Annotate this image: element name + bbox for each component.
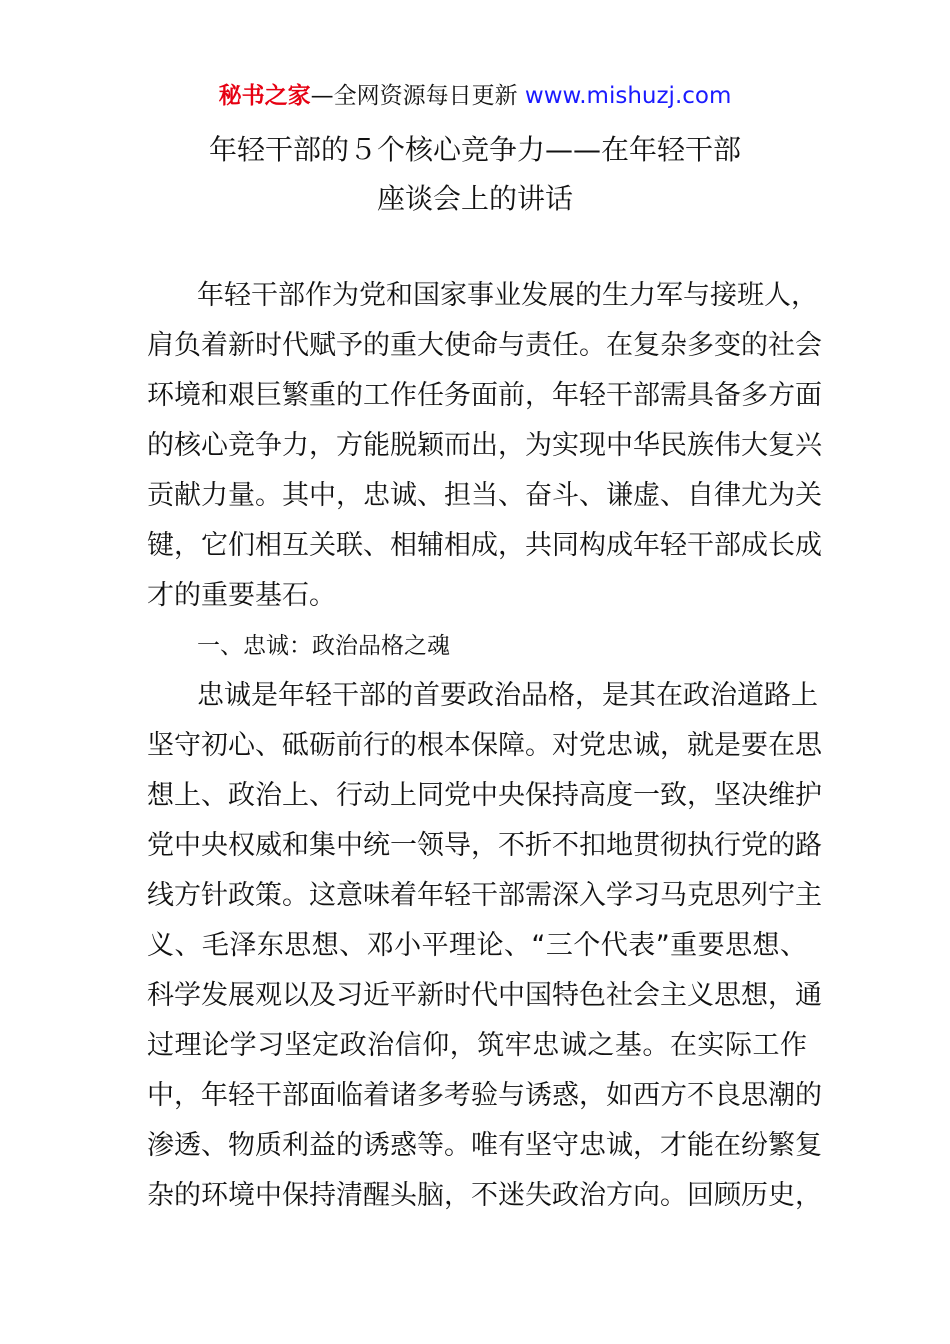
- paragraph-2-line: 杂的环境中保持清醒头脑，不迷失政治方向。回顾历史，: [147, 1180, 822, 1211]
- paragraph-2-line: 线方针政策。这意味着年轻干部需深入学习马克思列宁主: [147, 880, 822, 911]
- site-slogan: —全网资源每日更新: [310, 83, 518, 109]
- paragraph-1-line: 才的重要基石。: [147, 580, 336, 611]
- paragraph-2-line: 义、毛泽东思想、邓小平理论、“三个代表”重要思想、: [147, 930, 807, 961]
- site-brand: 秘书之家: [218, 83, 311, 109]
- site-url-link[interactable]: www.mishuzj.com: [524, 83, 732, 109]
- paragraph-1-line: 键，它们相互关联、相辅相成，共同构成年轻干部成长成: [147, 530, 822, 561]
- document-title-line-1: 年轻干部的５个核心竞争力——在年轻干部: [208, 133, 741, 166]
- paragraph-2-line: 过理论学习坚定政治信仰，筑牢忠诚之基。在实际工作: [147, 1030, 807, 1061]
- paragraph-1-line: 肩负着新时代赋予的重大使命与责任。在复杂多变的社会: [147, 330, 822, 361]
- paragraph-2-line: 坚守初心、砥砺前行的根本保障。对党忠诚，就是要在思: [147, 730, 822, 761]
- section-heading: 一、忠诚：政治品格之魂: [197, 633, 450, 659]
- paragraph-2-line: 科学发展观以及习近平新时代中国特色社会主义思想，通: [147, 980, 822, 1011]
- paragraph-1-line: 的核心竞争力，方能脱颖而出，为实现中华民族伟大复兴: [147, 430, 822, 461]
- paragraph-1-line: 贡献力量。其中，忠诚、担当、奋斗、谦虚、自律尤为关: [147, 480, 822, 511]
- paragraph-2-line: 想上、政治上、行动上同党中央保持高度一致，坚决维护: [147, 780, 822, 811]
- paragraph-2-line: 中，年轻干部面临着诸多考验与诱惑，如西方不良思潮的: [147, 1080, 822, 1111]
- paragraph-2-line: 忠诚是年轻干部的首要政治品格，是其在政治道路上: [197, 680, 818, 711]
- paragraph-1-line: 年轻干部作为党和国家事业发展的生力军与接班人，: [197, 280, 818, 311]
- document-title-line-2: 座谈会上的讲话: [376, 182, 573, 215]
- paragraph-2-line: 党中央权威和集中统一领导，不折不扣地贯彻执行党的路: [147, 830, 822, 861]
- paragraph-1-line: 环境和艰巨繁重的工作任务面前，年轻干部需具备多方面: [147, 380, 822, 411]
- paragraph-2-line: 渗透、物质利益的诱惑等。唯有坚守忠诚，才能在纷繁复: [147, 1130, 822, 1161]
- site-header: [0, 80, 950, 112]
